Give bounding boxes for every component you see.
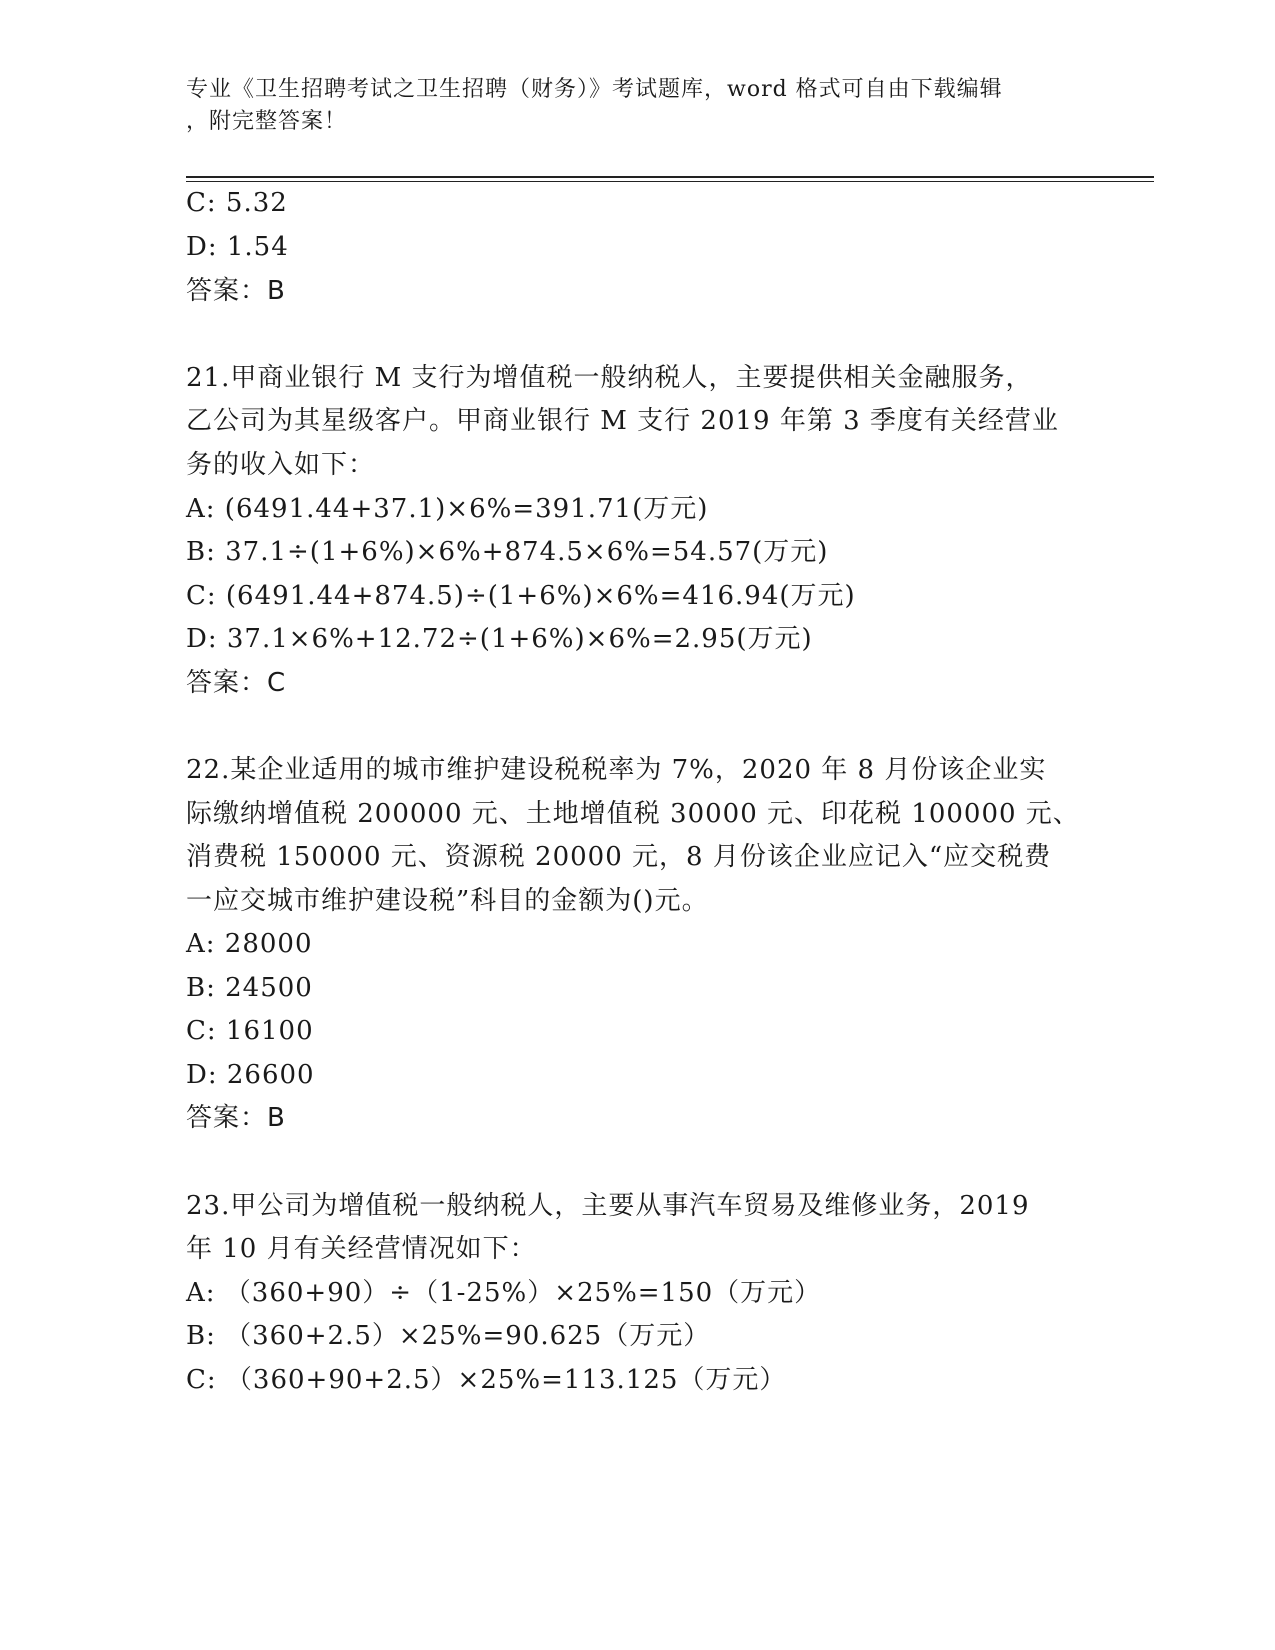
prev-answer: 答案：B — [186, 276, 286, 306]
prev-option-c: C: 5.32 — [186, 188, 288, 218]
q22-option-c: C: 16100 — [186, 1016, 314, 1046]
q21-option-c: C: (6491.44+874.5)÷(1+6%)×6%=416.94(万元) — [186, 581, 856, 611]
header-line-1: 专业《卫生招聘考试之卫生招聘（财务）》考试题库，word 格式可自由下载编辑 — [186, 77, 1003, 102]
q21-stem-line-3: 务的收入如下： — [186, 450, 376, 480]
q23-option-a: A: （360+90）÷（1-25%）×25%=150（万元） — [186, 1278, 822, 1308]
q22-stem-line-2: 际缴纳增值税 200000 元、土地增值税 30000 元、印花税 100000 元、 — [186, 799, 1080, 829]
q23-option-b: B: （360+2.5）×25%=90.625（万元） — [186, 1321, 711, 1351]
q23-stem-line-2: 年 10 月有关经营情况如下： — [186, 1234, 537, 1264]
document-header — [186, 74, 1086, 138]
q22-stem-line-3: 消费税 150000 元、资源税 20000 元，8 月份该企业应记入“应交税费 — [186, 842, 1052, 872]
q23-option-c: C: （360+90+2.5）×25%=113.125（万元） — [186, 1365, 787, 1395]
q22-stem-line-1: 22.某企业适用的城市维护建设税税率为 7%，2020 年 8 月份该企业实 — [186, 755, 1047, 785]
header-divider-thick — [186, 176, 1154, 178]
q21-answer: 答案：C — [186, 668, 287, 698]
q22-option-b: B: 24500 — [186, 973, 313, 1003]
q22-answer: 答案：B — [186, 1103, 286, 1133]
q22-stem-line-4: 一应交城市维护建设税”科目的金额为()元。 — [186, 886, 709, 916]
q22-option-d: D: 26600 — [186, 1060, 315, 1090]
header-line-2: ，附完整答案！ — [186, 109, 348, 134]
header-divider-thin — [186, 181, 1154, 182]
q21-option-a: A: (6491.44+37.1)×6%=391.71(万元) — [186, 494, 709, 524]
q22-option-a: A: 28000 — [186, 929, 313, 959]
q21-stem-line-1: 21.甲商业银行 M 支行为增值税一般纳税人，主要提供相关金融服务， — [186, 363, 1033, 393]
q23-stem-line-1: 23.甲公司为增值税一般纳税人，主要从事汽车贸易及维修业务，2019 — [186, 1191, 1030, 1221]
q21-option-d: D: 37.1×6%+12.72÷(1+6%)×6%=2.95(万元) — [186, 624, 813, 654]
prev-option-d: D: 1.54 — [186, 232, 289, 262]
q21-stem-line-2: 乙公司为其星级客户。甲商业银行 M 支行 2019 年第 3 季度有关经营业 — [186, 406, 1059, 436]
q21-option-b: B: 37.1÷(1+6%)×6%+874.5×6%=54.57(万元) — [186, 537, 829, 567]
